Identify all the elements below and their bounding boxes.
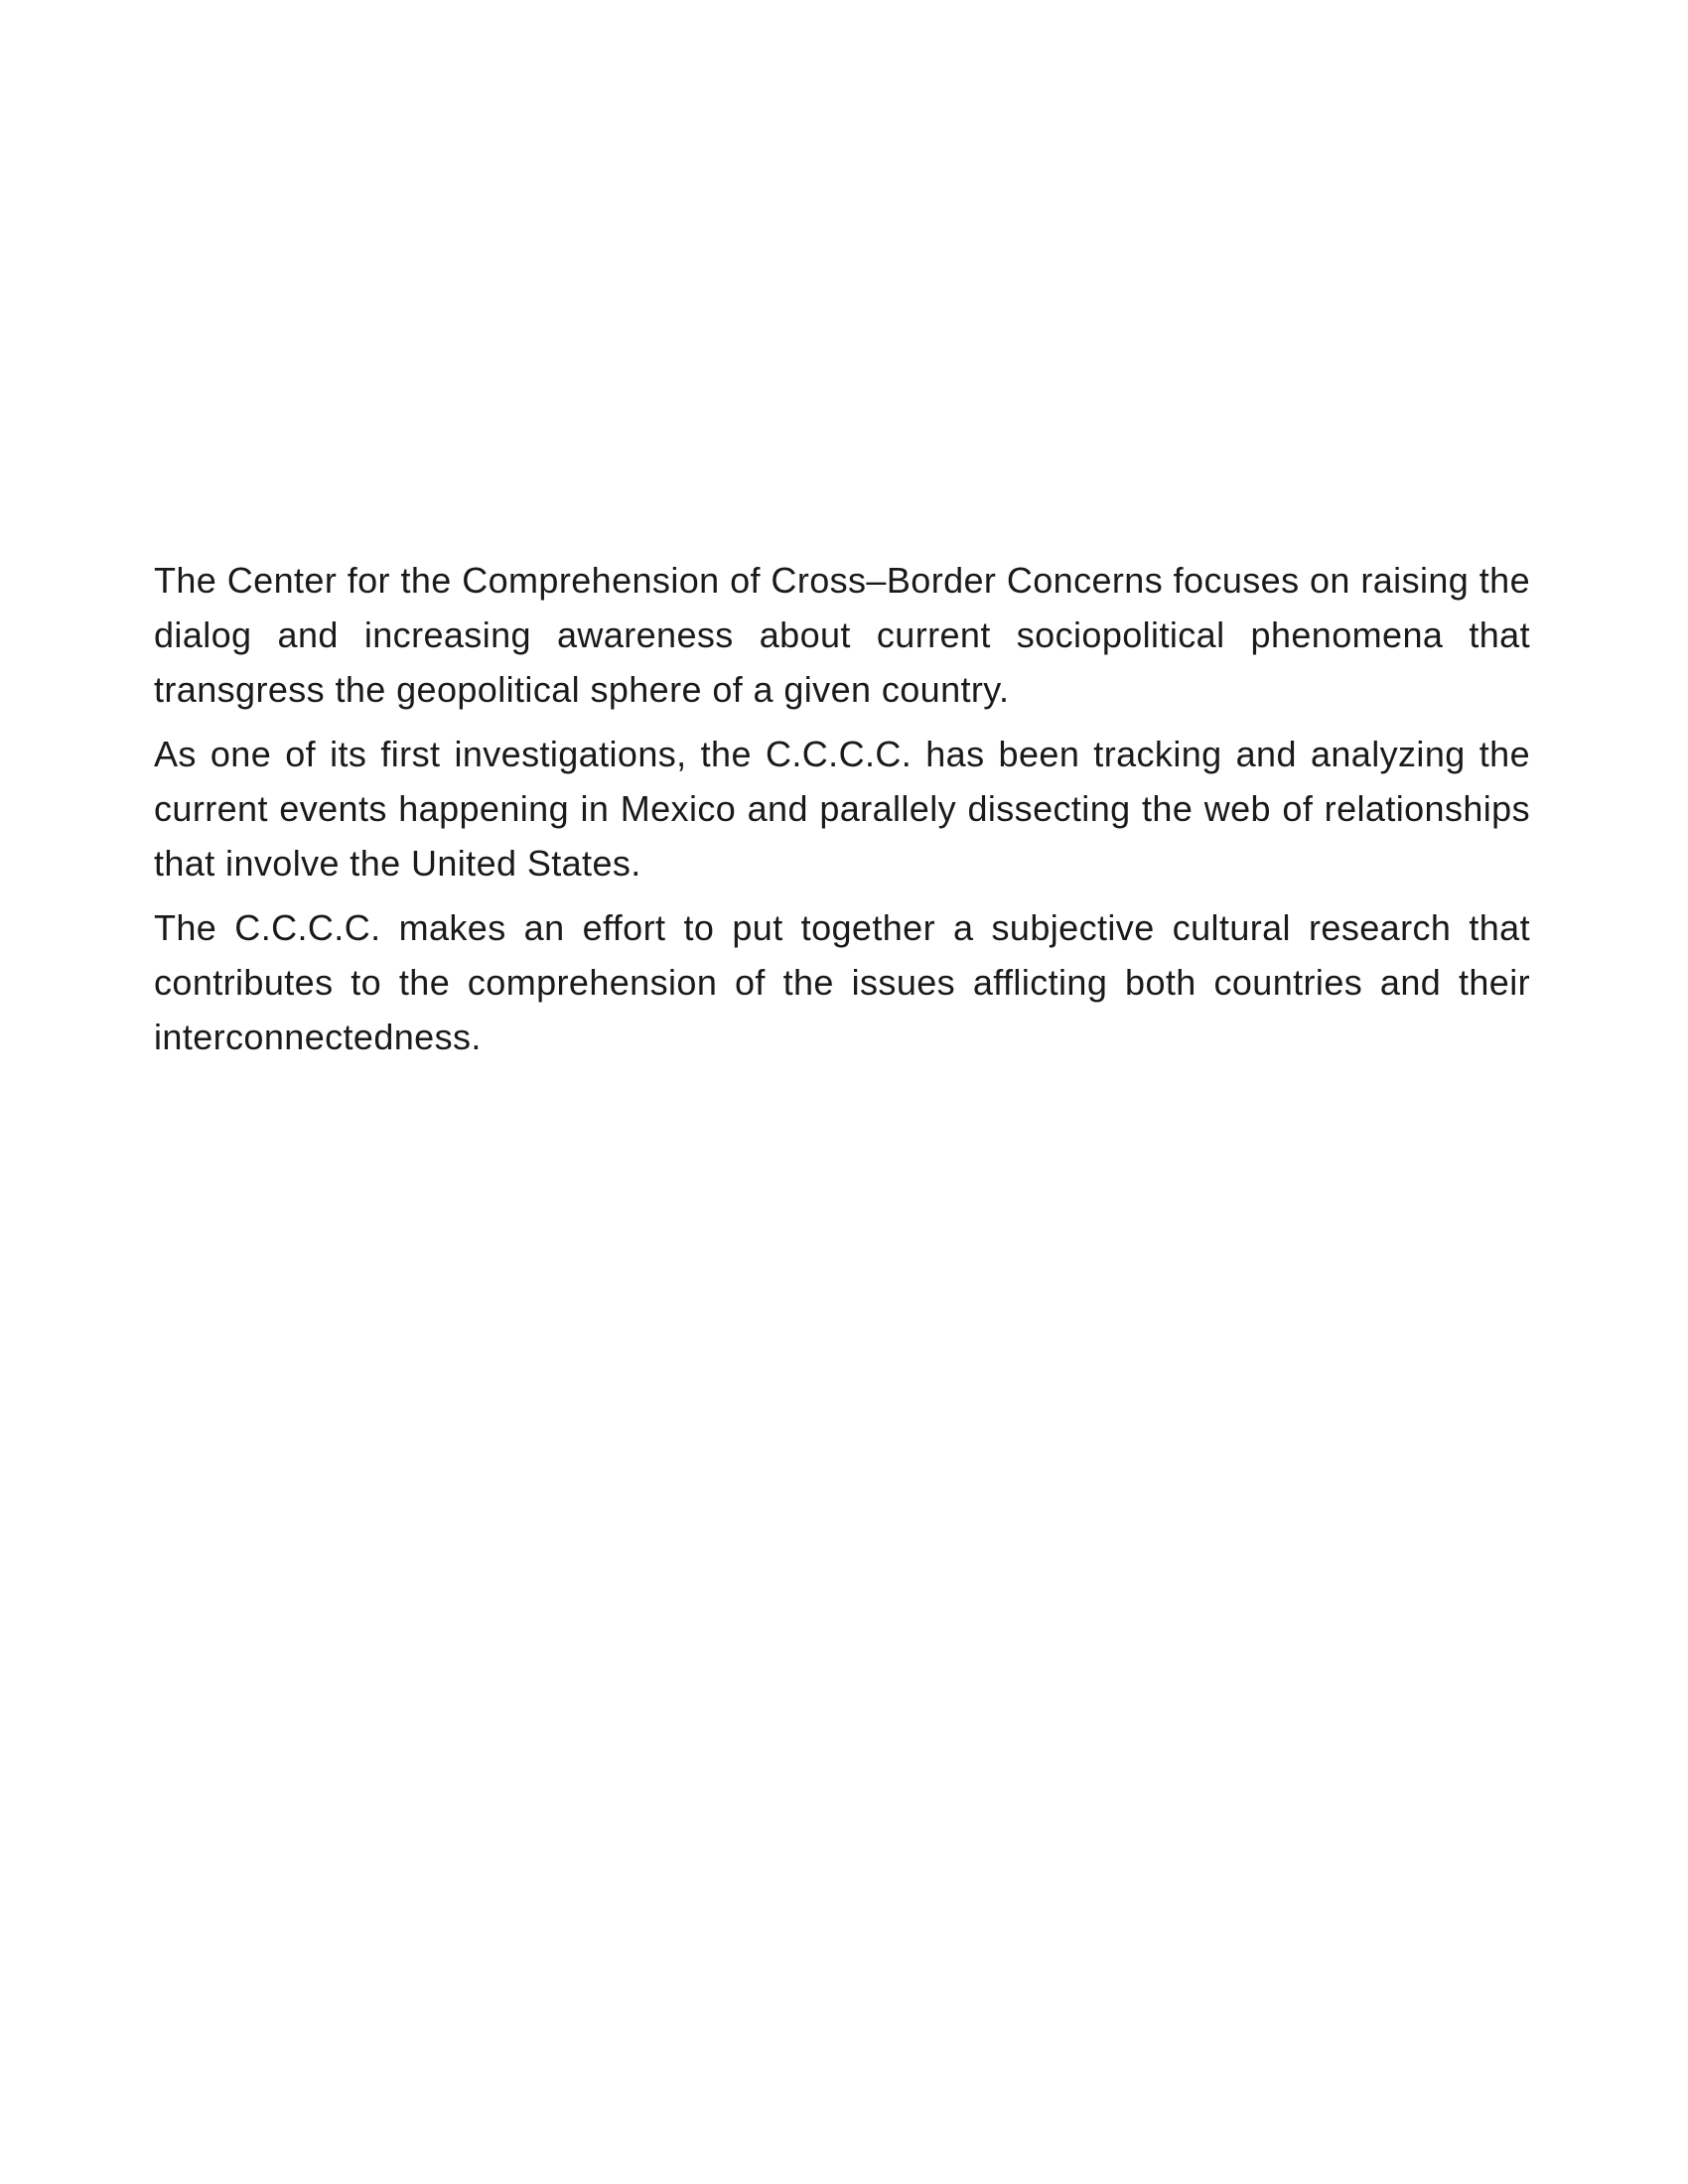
body-text-block [154, 553, 1530, 1074]
paragraph-research: The C.C.C.C. makes an effort to put together a subjective cultural research that contributes to the comprehension of the issues afflicting both countries and their interconnectedness. [154, 907, 1530, 1057]
paragraph-mission: The Center for the Comprehension of Cross–Border Concerns focuses on raising the dialog and increasing awareness about current sociopolitical phenomena that transgress the geopolitical sphere of a given country. [154, 560, 1530, 710]
paragraph-investigation: As one of its first investigations, the C.C.C.C. has been tracking and analyzing the current events happening in Mexico and parallely dissecting the web of relationships that involve the United States. [154, 734, 1530, 884]
